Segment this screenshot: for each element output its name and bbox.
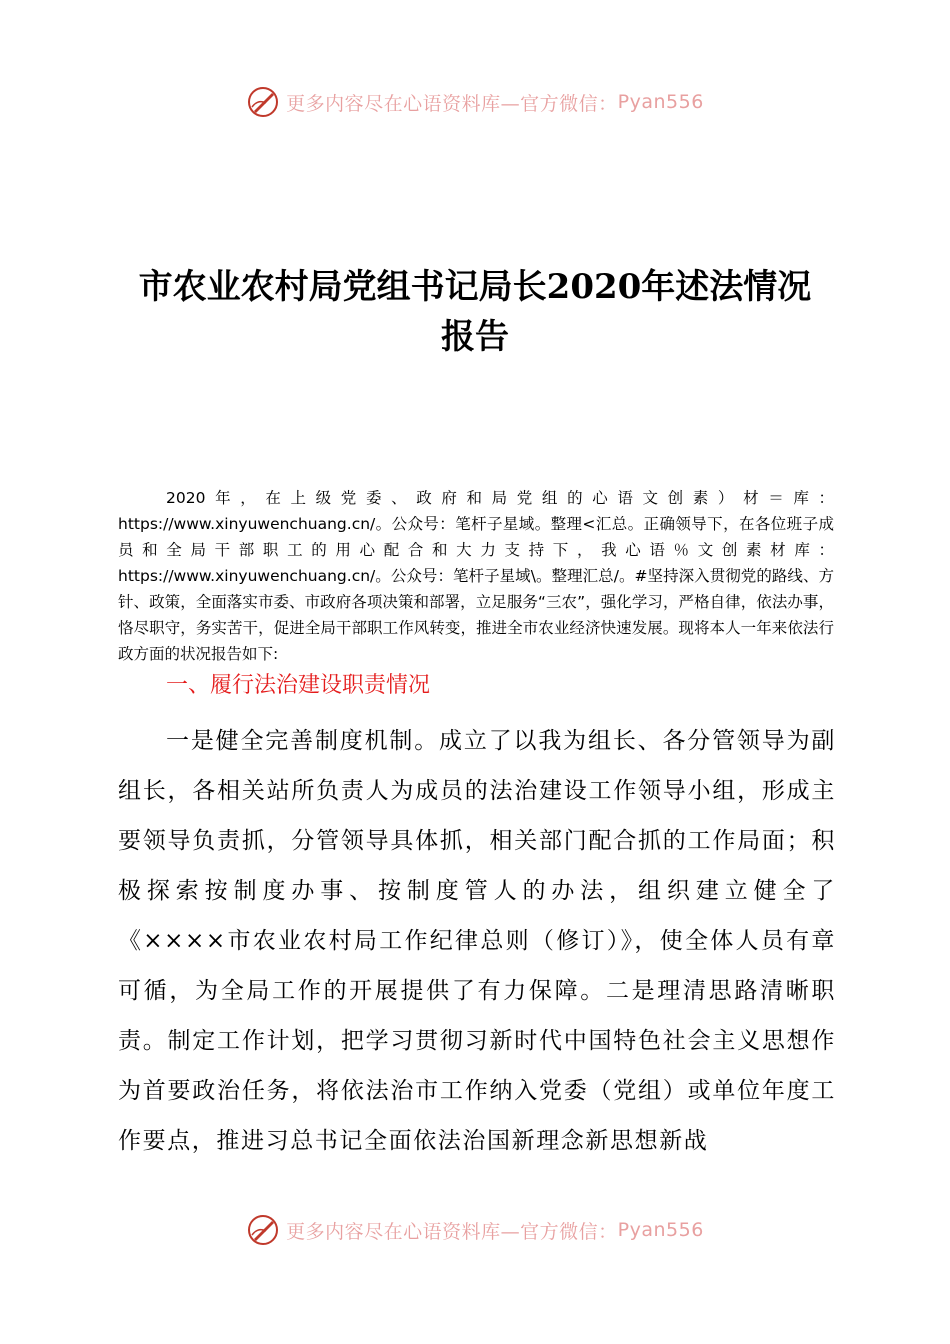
banner-wechat-id: Pyan556 [617, 91, 704, 113]
intro-paragraph: 2020年，在上级党委、政府和局党组的心语文创素）材＝库：https://www.xinyuwenchuang.cn/。公众号：笔杆子星域。整理<汇总。正确领导下，在各位班子成员和全局干部职工的用心配合和大力支持下，我心语％文创素材库：https://www.xinyuwenchuang.cn/。公众号：笔杆子星域\。整理汇总/。#坚持深入贯彻党的路线、方针、政策，全面落实市委、市政府各项决策和部署，立足服务“三农”，强化学习，严格自律，依法办事，恪尽职守，务实苦干，促进全局干部职工作风转变，推进全市农业经济快速发展。现将本人一年来依法行政方面的状况报告如下: [118, 489, 834, 663]
title-line-2: 报告 [441, 317, 509, 357]
section-heading-1: 一、履行法治建设职责情况 [166, 673, 431, 698]
banner-wechat-id: Pyan556 [617, 1219, 704, 1241]
header-watermark-banner [0, 82, 950, 122]
section-1-body: 一是健全完善制度机制。成立了以我为组长、各分管领导为副组长，各相关站所负责人为成员的法治建设工作领导小组，形成主要领导负责抓，分管领导具体抓，相关部门配合抓的工作局面；积极探索按制度办事、按制度管人的办法，组织建立健全了《××××市农业农村局工作纪律总则（修订）》，使全体人员有章可循，为全局工作的开展提供了有力保障。二是理清思路清晰职责。制定工作计划，把学习贯彻习新时代中国特色社会主义思想作为首要政治任务，将依法治市工作纳入党委（党组）或单位年度工作要点，推进习总书记全面依法治国新理念新思想新战 [118, 728, 836, 1154]
title-line-1: 市农业农村局党组书记局长2020年述法情况 [138, 267, 812, 307]
banner-text: 更多内容尽在心语资料库—官方微信： [286, 1220, 618, 1243]
banner-text: 更多内容尽在心语资料库—官方微信： [286, 92, 618, 115]
document-title [110, 262, 840, 362]
pen-logo-icon [246, 85, 280, 119]
pen-logo-icon [246, 1213, 280, 1247]
footer-watermark-banner [0, 1210, 950, 1250]
